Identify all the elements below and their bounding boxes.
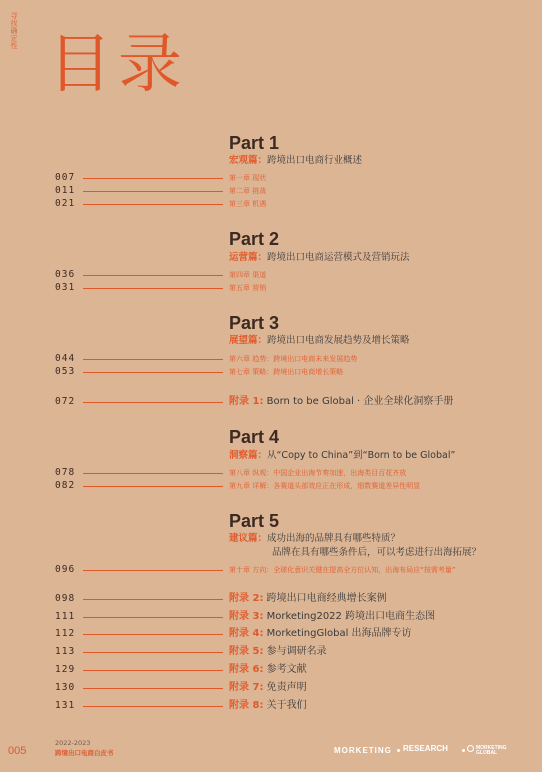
appendix-label: 附录 3:	[229, 611, 264, 622]
appendix-text: 跨境出口电商经典增长案例	[263, 593, 387, 604]
part-3-sub: 跨境出口电商发展趋势及增长策略	[267, 335, 410, 346]
toc-entry	[229, 681, 307, 694]
toc-row[interactable]	[55, 564, 505, 576]
part-2-kw: 运营篇：	[229, 252, 268, 263]
appendix-label: 附录 7:	[229, 682, 264, 693]
toc-row[interactable]	[55, 198, 505, 210]
part-1-kw: 宏观篇：	[229, 155, 268, 166]
leader-line	[83, 178, 223, 179]
toc-page: 129	[55, 664, 76, 675]
research-logo: RESEARCH	[403, 744, 448, 753]
appendix-label: 附录 1:	[229, 396, 264, 407]
toc-entry: 第十章 方向：全球化意识关键在提高全方位认知，出海布局应“按需考量”	[229, 566, 456, 574]
toc-row-appendix[interactable]	[55, 611, 505, 623]
toc-row[interactable]	[55, 353, 505, 365]
logo-separator	[397, 749, 400, 752]
toc-entry: 第八章 纵观：中国企业出海节奏加速，出海类目百花齐放	[229, 469, 407, 477]
morketing-global-logo	[476, 746, 507, 756]
part-5-sub: 成功出海的品牌具有哪些特质？	[267, 533, 401, 544]
part-5-title: Part 5	[229, 511, 280, 531]
logo-3-line-1: MORKETING	[476, 745, 507, 751]
leader-line	[83, 275, 223, 276]
toc-page: 130	[55, 682, 76, 693]
leader-line	[83, 706, 223, 707]
toc-page: 078	[55, 467, 76, 478]
appendix-label: 附录 2:	[229, 593, 264, 604]
toc-page: 044	[55, 353, 76, 364]
toc-row[interactable]	[55, 480, 505, 492]
footer-year: 2022-2023	[55, 739, 91, 747]
toc-page: 053	[55, 366, 76, 377]
part-1-title: Part 1	[229, 133, 280, 153]
toc-row-appendix[interactable]	[55, 682, 505, 694]
toc-row-appendix[interactable]	[55, 628, 505, 640]
toc-entry	[229, 699, 307, 712]
toc-row[interactable]	[55, 185, 505, 197]
toc-page: 131	[55, 700, 76, 711]
leader-line	[83, 204, 223, 205]
appendix-text: MorketingGlobal 出海品牌专访	[263, 628, 412, 639]
appendix-text: 参考文献	[263, 664, 307, 675]
toc-page: 098	[55, 593, 76, 604]
part-5-subtitle-2: 品牌在具有哪些条件后，可以考虑进行出海拓展？	[272, 547, 482, 558]
appendix-text: 参与调研名录	[263, 646, 327, 657]
leader-line	[83, 288, 223, 289]
part-1-sub: 跨境出口电商行业概述	[267, 155, 363, 166]
toc-page: 021	[55, 198, 76, 209]
leader-line	[83, 191, 223, 192]
part-2-subtitle	[229, 252, 410, 264]
part-1-subtitle	[229, 155, 362, 167]
part-4-sub: 从“Copy to China”到“Born to be Global”	[267, 450, 456, 461]
appendix-label: 附录 5:	[229, 646, 264, 657]
toc-entry	[229, 663, 307, 676]
leader-line	[83, 570, 223, 571]
leader-line	[83, 634, 223, 635]
toc-page: 011	[55, 185, 76, 196]
logo-separator	[462, 749, 465, 752]
morketing-logo: MORKETING	[334, 746, 392, 755]
page-title: 目录	[48, 28, 188, 102]
toc-row[interactable]	[55, 467, 505, 479]
globe-icon	[467, 745, 474, 752]
leader-line	[83, 359, 223, 360]
part-3-kw: 展望篇：	[229, 335, 268, 346]
leader-line	[83, 402, 223, 403]
side-tag: 寻找确定性	[10, 12, 18, 50]
part-2-title: Part 2	[229, 229, 280, 249]
logo-3-line-2: GLOBAL	[476, 750, 498, 756]
part-4-title: Part 4	[229, 427, 280, 447]
part-3-title: Part 3	[229, 313, 280, 333]
toc-entry	[229, 627, 412, 640]
toc-row-appendix[interactable]	[55, 593, 505, 605]
appendix-text: 免责声明	[263, 682, 307, 693]
toc-row[interactable]	[55, 366, 505, 378]
toc-row-appendix[interactable]	[55, 396, 505, 408]
appendix-text: Born to be Global · 企业全球化洞察手册	[263, 396, 454, 407]
toc-page: 031	[55, 282, 76, 293]
toc-page: 036	[55, 269, 76, 280]
toc-page: 113	[55, 646, 76, 657]
toc-entry: 第三章 机遇	[229, 200, 267, 208]
toc-row[interactable]	[55, 282, 505, 294]
toc-page: 111	[55, 611, 76, 622]
leader-line	[83, 372, 223, 373]
appendix-label: 附录 4:	[229, 628, 264, 639]
toc-entry: 第一章 现状	[229, 174, 267, 182]
toc-entry: 第七章 策略：跨境出口电商增长策略	[229, 368, 344, 376]
toc-entry: 第五章 营销	[229, 284, 267, 292]
toc-page: 007	[55, 172, 76, 183]
toc-entry: 第六章 趋势：跨境出口电商未来发展趋势	[229, 355, 358, 363]
part-2-sub: 跨境出口电商运营模式及营销玩法	[267, 252, 410, 263]
toc-entry: 第二章 挑战	[229, 187, 267, 195]
toc-entry	[229, 592, 387, 605]
toc-entry: 第四章 渠道	[229, 271, 267, 279]
page-number: 005	[8, 745, 27, 757]
part-5-subtitle	[229, 533, 400, 545]
toc-page: 072	[55, 396, 76, 407]
leader-line	[83, 617, 223, 618]
toc-row[interactable]	[55, 269, 505, 281]
toc-row-appendix[interactable]	[55, 646, 505, 658]
appendix-text: 关于我们	[263, 700, 307, 711]
toc-row-appendix[interactable]	[55, 700, 505, 712]
footer-book-title: 跨境出口电商白皮书	[55, 749, 114, 757]
part-3-subtitle	[229, 335, 410, 347]
leader-line	[83, 670, 223, 671]
toc-entry	[229, 610, 435, 623]
toc-entry	[229, 395, 453, 408]
appendix-label: 附录 8:	[229, 700, 264, 711]
leader-line	[83, 688, 223, 689]
toc-entry: 第九章 详解：各赛道头部效应正在形成，细数赛道差异性明显	[229, 482, 421, 490]
part-5-kw: 建议篇：	[229, 533, 268, 544]
leader-line	[83, 599, 223, 600]
toc-page: 082	[55, 480, 76, 491]
leader-line	[83, 652, 223, 653]
part-4-kw: 洞察篇：	[229, 450, 268, 461]
toc-page: 112	[55, 628, 76, 639]
leader-line	[83, 473, 223, 474]
toc-page: 096	[55, 564, 76, 575]
part-4-subtitle	[229, 450, 455, 462]
appendix-label: 附录 6:	[229, 664, 264, 675]
toc-entry	[229, 645, 327, 658]
appendix-text: Morketing2022 跨境出口电商生态图	[263, 611, 436, 622]
toc-row[interactable]	[55, 172, 505, 184]
leader-line	[83, 486, 223, 487]
toc-row-appendix[interactable]	[55, 664, 505, 676]
